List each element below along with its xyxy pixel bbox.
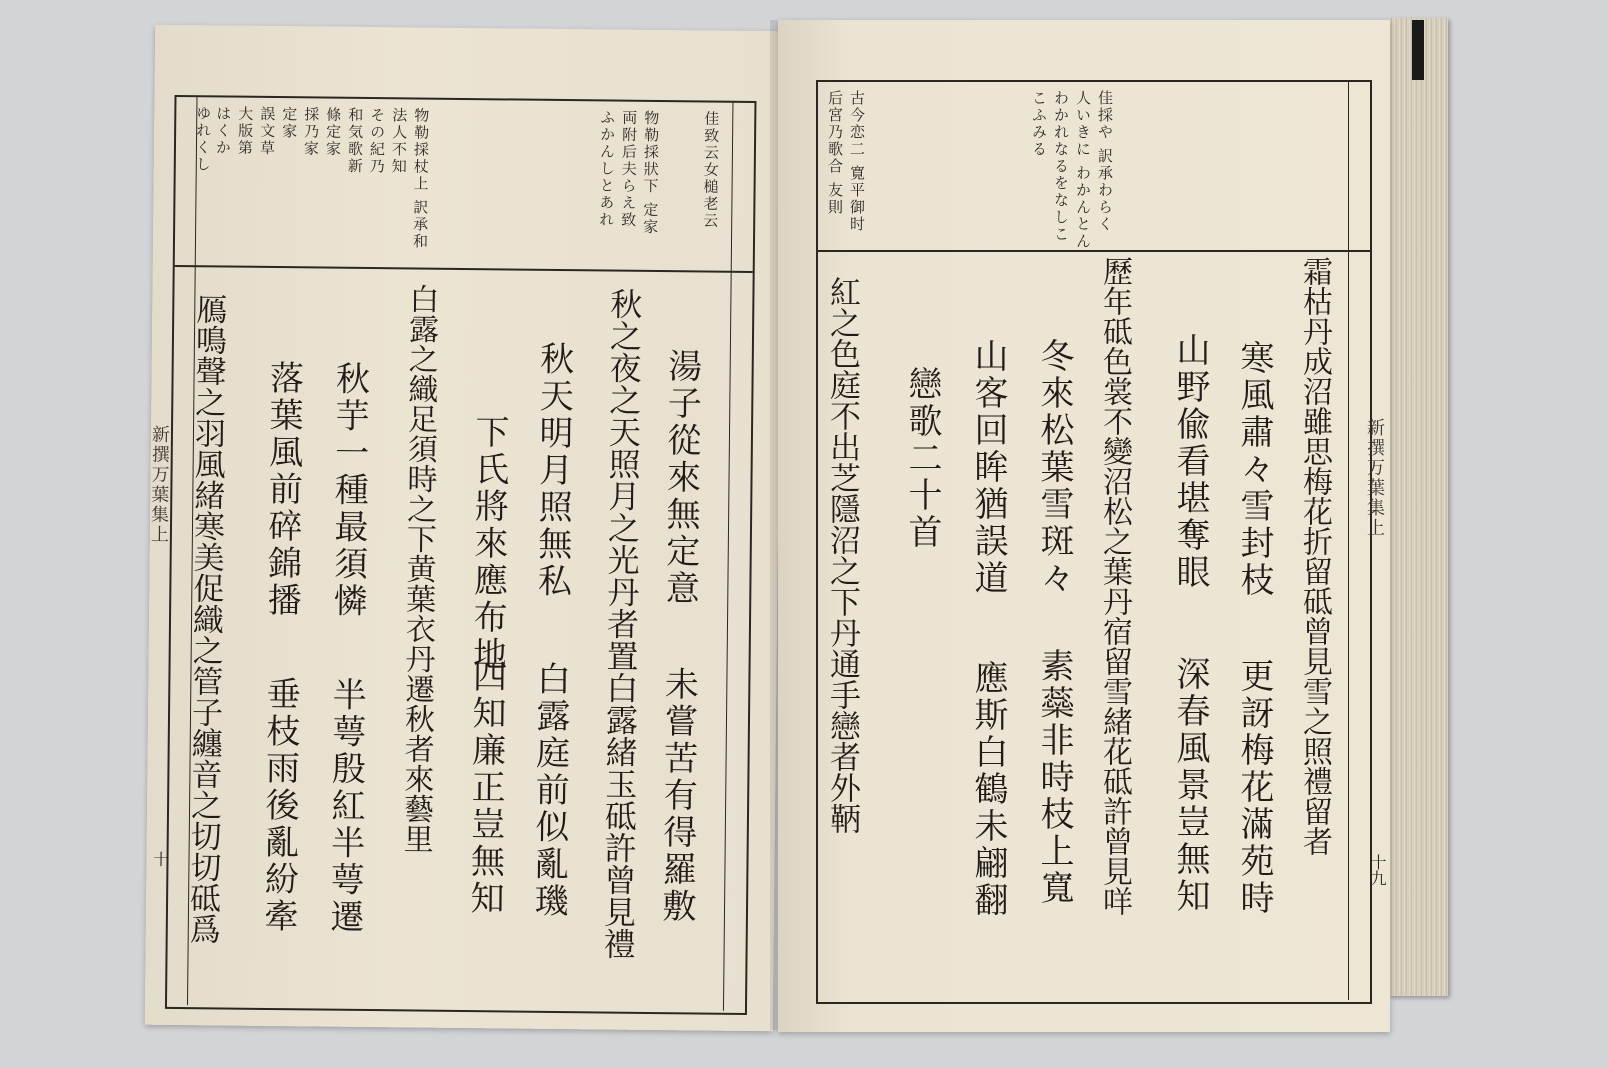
header-note: わかれなるをなしこ [1052,90,1070,243]
poem-line: 半萼殷紅半萼遷 [323,676,367,936]
poem-line: 垂枝雨後亂紛牽 [257,675,301,936]
waka-line: 歷年砥色裳不變沼松之葉丹宿留雪緒花砥許曾見咩 [1097,256,1132,916]
header-note: 后宮乃歌合 友則 [826,90,844,216]
poem-line: 更訝梅花滿苑時 [1234,658,1274,917]
header-divider [818,250,1370,252]
header-note: 物勒採狀下 定家 [641,109,661,236]
inner-rule [723,103,734,1011]
header-note: 物勒採杖上 訳承和 [410,107,431,251]
poem-line: 湯子從來無定意 [659,348,702,608]
header-note: 佳採や 訳承わらく [1096,90,1114,233]
side-label: 新撰万葉集上 [1364,418,1385,538]
waka-line: 紅之色庭不出芝隱沼之下丹通手戀者外鞆 [824,276,860,834]
poem-line: 白露庭前似亂璣 [527,660,571,921]
waka-line: 鴈鳴聲之羽風緒寒美促織之管子纏音之切切砥爲 [183,293,227,945]
poem-line: 秋芋一種最須憐 [327,360,370,620]
poem-line: 應斯白鶴未翩翻 [968,660,1008,919]
header-note: 條定家 [323,106,343,158]
inner-rule [1348,82,1349,1000]
header-note: こふみる [1030,90,1048,158]
header-note: ふかんしとあれ [597,109,617,229]
poem-line: 深春風景豈無知 [1170,656,1210,915]
header-note: 両附后夫らえ致 [619,109,639,229]
right-page-frame [816,80,1372,1004]
poem-line: 素蘂非時枝上寬 [1034,648,1074,907]
header-note: 佳致云女槌老云 [701,110,721,230]
poem-line: 冬來松葉雪斑々 [1034,338,1074,597]
header-note: 採乃家 [301,106,321,158]
page-edges [1388,18,1448,996]
poem-line: 秋天明月照無私 [531,340,574,601]
poem-line: 下氏將來應布地 [466,414,510,674]
header-note: 和気歌新 [345,106,365,175]
waka-line: 白露之織足須時之下黄葉衣丹遷秋者來藝里 [397,283,439,854]
header-note: はくか [213,105,233,157]
header-note: 定家 [280,106,299,141]
header-note: 大版第 [235,105,255,157]
right-page [778,20,1390,1032]
header-divider [175,265,753,273]
poem-line: 寒風肅々雪封枝 [1234,340,1274,599]
waka-line: 秋之夜之天照月之光丹者置白露緒玉砥許曾見禮 [598,287,644,960]
poem-line: 未嘗苦有得羅敷 [655,666,699,926]
header-note: ゆれくし [193,105,213,174]
side-label: 新撰万葉集上 [147,424,171,545]
section-heading: 戀歌二十首 [902,366,942,551]
edge-mark [1412,20,1424,80]
poem-line: 山野偸看堪奪眼 [1170,332,1210,591]
waka-line: 霜枯丹成沼雖思梅花折留砥曾見雪之照禮留者 [1297,256,1332,856]
folio-number: 十 [150,850,170,867]
left-page [145,25,783,1032]
header-note: 人いきに わかんとん [1074,90,1092,250]
header-note: 古今恋二 寛平御时 [848,90,866,233]
folio-number: 十九 [1368,854,1387,886]
poem-line: 落葉風前碎錦播 [261,359,304,620]
poem-line: 四知廉正豈無知 [463,658,507,918]
poem-line: 山客回眸猶誤道 [968,338,1008,597]
header-note: 誤文草 [257,105,277,158]
header-note: 法人不知 [389,107,409,176]
header-note: その紀乃 [367,106,387,176]
